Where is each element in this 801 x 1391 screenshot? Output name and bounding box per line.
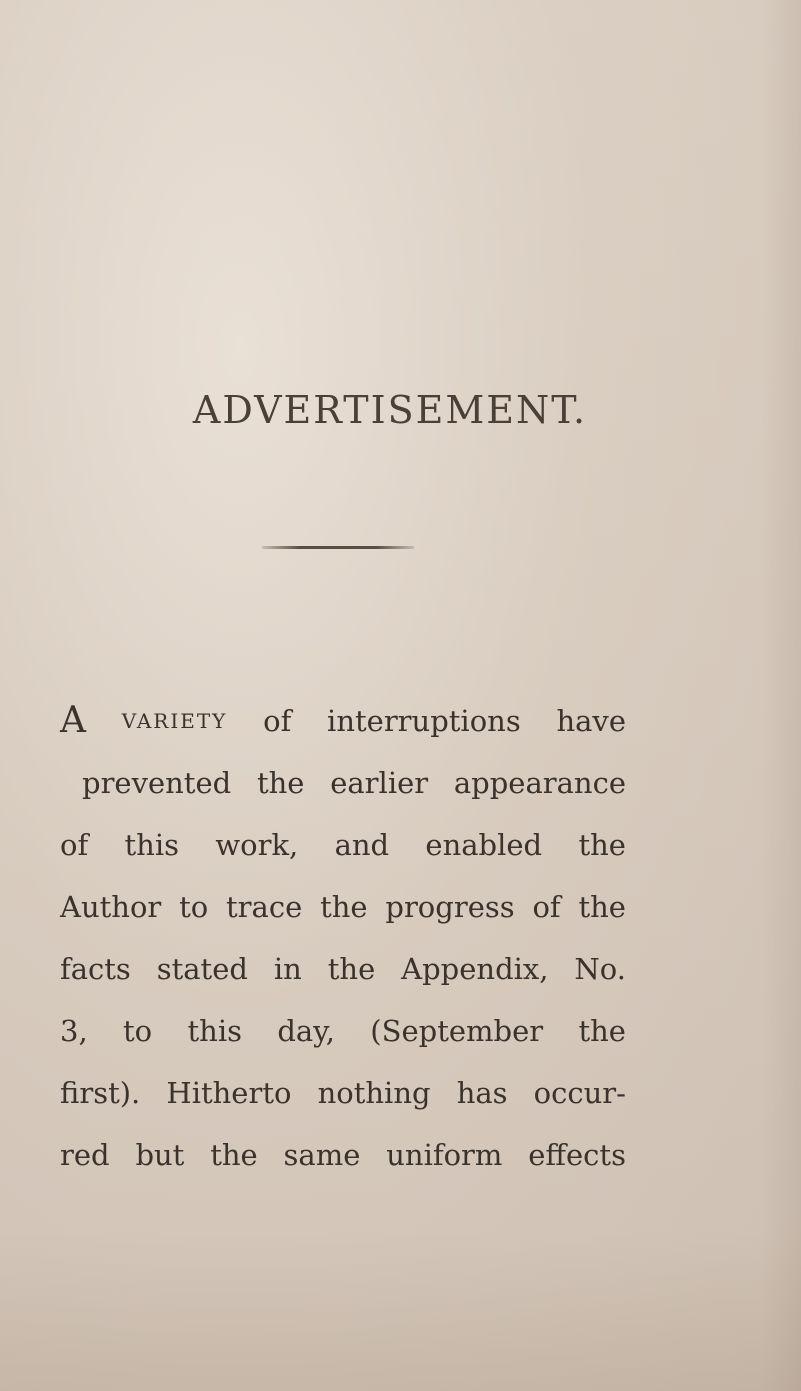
text-word: interruptions [327,704,521,738]
text-word: enabled [425,828,543,862]
text-word: in [273,952,302,986]
text-word: stated [156,952,248,986]
text-word: the [327,952,376,986]
text-word: facts [60,952,131,986]
text-word: the [578,1014,626,1048]
text-word: trace [226,890,303,924]
text-word: of [263,704,292,738]
text-word: of [532,890,561,924]
text-word: same [283,1138,361,1172]
text-word: earlier [330,766,429,800]
text-word: the [578,890,626,924]
text-word: effects [528,1138,626,1172]
text-word: has [456,1076,508,1110]
text-line [60,690,626,752]
text-word: Author [60,890,162,924]
text-word: the [320,890,368,924]
text-word: prevented [82,766,232,800]
text-line [60,938,626,1000]
drop-cap: A [60,700,86,741]
text-word: day, [277,1014,335,1048]
ornamental-rule [262,546,414,549]
text-word: nothing [317,1076,431,1110]
text-word: red [60,1138,110,1172]
text-word: progress [385,890,515,924]
text-line [60,814,626,876]
text-word: occur- [533,1076,626,1110]
text-word: the [578,828,626,862]
text-word: uniform [386,1138,503,1172]
text-word: this [124,828,180,862]
page-bottom-shadow [0,1231,801,1391]
text-line [60,752,626,814]
text-word: but [135,1138,185,1172]
text-line [60,876,626,938]
text-word: of [60,828,89,862]
text-word: VARIETY [121,709,228,733]
text-word: No. [574,952,626,986]
text-word: have [556,704,626,738]
page-edge-shadow [761,0,801,1391]
text-line [60,1000,626,1062]
text-word: to [123,1014,153,1048]
text-word: this [187,1014,242,1048]
text-word: work, [215,828,299,862]
text-line [60,1124,626,1186]
text-line [60,1062,626,1124]
text-word: Appendix, [401,952,549,986]
text-word: 3, [60,1014,88,1048]
text-word: first). [60,1076,141,1110]
body-paragraph [60,690,626,1186]
text-word: (September [370,1014,544,1048]
text-word: the [210,1138,258,1172]
text-word: appearance [453,766,626,800]
page-title: ADVERTISEMENT. [192,388,588,432]
text-word: Hitherto [166,1076,292,1110]
text-word: to [179,890,209,924]
text-word: and [334,828,390,862]
text-word: the [256,766,305,800]
